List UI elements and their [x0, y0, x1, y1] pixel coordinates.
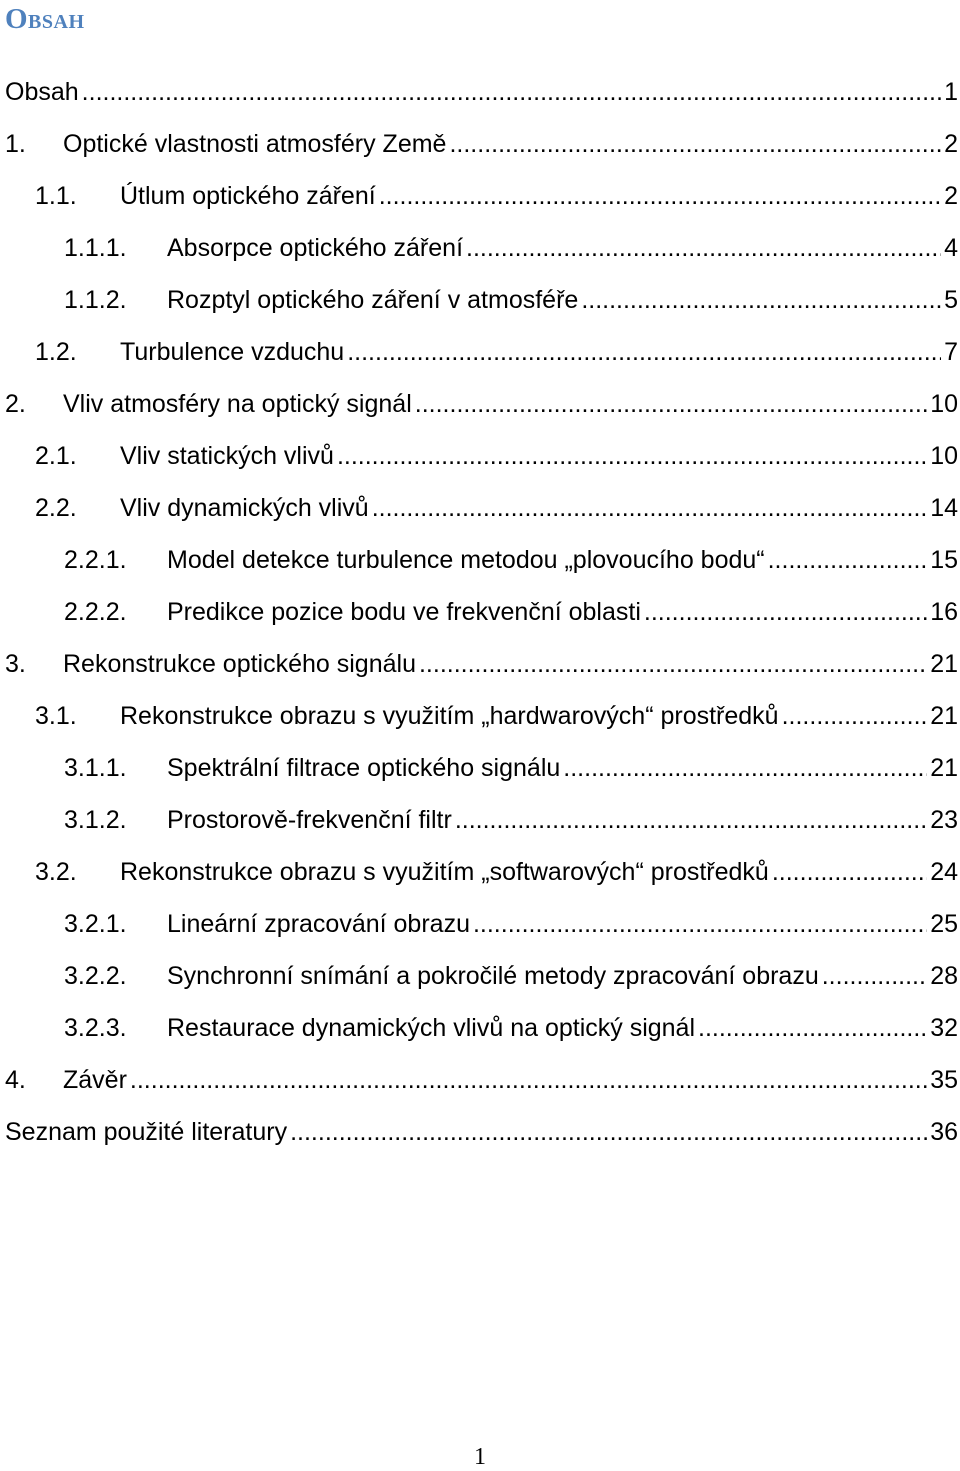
dot-leader [82, 78, 941, 107]
dot-leader [822, 962, 927, 991]
dot-leader [455, 806, 927, 835]
dot-leader [449, 130, 941, 159]
toc-entry-title: Rekonstrukce optického signálu [63, 649, 416, 678]
toc-entry[interactable] [0, 794, 960, 846]
dot-leader [772, 858, 927, 887]
toc-entry-title: Vliv dynamických vlivů [120, 493, 369, 522]
dot-leader [415, 390, 927, 419]
dot-leader [419, 650, 927, 679]
toc-entry-page: 32 [930, 1013, 958, 1042]
toc-entry-page: 16 [930, 597, 958, 626]
dot-leader [347, 338, 941, 367]
toc-entry-title: Útlum optického záření [120, 181, 376, 210]
toc-entry[interactable] [0, 274, 960, 326]
toc-entry-number: 2.1. [35, 441, 77, 470]
toc-entry[interactable] [0, 430, 960, 482]
toc-entry[interactable] [0, 1106, 960, 1158]
toc-entry-page: 36 [930, 1117, 958, 1146]
toc-entry-number: 2.2.1. [64, 545, 127, 574]
toc-entry[interactable] [0, 638, 960, 690]
toc-entry-page: 7 [944, 337, 958, 366]
toc-entry-page: 2 [944, 129, 958, 158]
toc-entry-title: Závěr [63, 1065, 127, 1094]
toc-entry-number: 3.2.1. [64, 909, 127, 938]
toc-entry-page: 10 [930, 441, 958, 470]
toc-entry-title: Seznam použité literatury [5, 1117, 288, 1146]
toc-entry-number: 1.1.2. [64, 285, 127, 314]
dot-leader [581, 286, 941, 315]
toc-entry-title: Model detekce turbulence metodou „plovoucího bodu“ [167, 545, 765, 574]
toc-entry-title: Restaurace dynamických vlivů na optický signál [167, 1013, 696, 1042]
toc-entry-number: 3.1. [35, 701, 77, 730]
toc-entry[interactable] [0, 66, 960, 118]
toc-entry[interactable] [0, 170, 960, 222]
toc-entry-number: 3.1.1. [64, 753, 127, 782]
toc-entry[interactable] [0, 534, 960, 586]
toc-entry[interactable] [0, 950, 960, 1002]
toc-entry[interactable] [0, 1002, 960, 1054]
dot-leader [130, 1066, 927, 1095]
toc-entry-number: 2.2. [35, 493, 77, 522]
toc-entry-title: Synchronní snímání a pokročilé metody zpracování obrazu [167, 961, 819, 990]
dot-leader [473, 910, 927, 939]
toc-entry-page: 21 [930, 753, 958, 782]
toc-entry-page: 1 [944, 77, 958, 106]
dot-leader [782, 702, 928, 731]
toc-entry-title: Rozptyl optického záření v atmosféře [167, 285, 579, 314]
toc-heading: Obsah [5, 3, 85, 35]
toc-entry-page: 10 [930, 389, 958, 418]
page-number: 1 [474, 1444, 486, 1470]
toc-entry-number: 3.2. [35, 857, 77, 886]
toc-entry-page: 23 [930, 805, 958, 834]
toc-entry-title: Lineární zpracování obrazu [167, 909, 470, 938]
toc-entry-title: Predikce pozice bodu ve frekvenční oblasti [167, 597, 641, 626]
toc-entry-number: 3.1.2. [64, 805, 127, 834]
toc-entry-number: 1.1.1. [64, 233, 127, 262]
dot-leader [466, 234, 941, 263]
toc-entry-number: 4. [5, 1065, 26, 1094]
toc-entry-number: 3. [5, 649, 26, 678]
toc-entry-title: Spektrální filtrace optického signálu [167, 753, 561, 782]
toc-entry-page: 28 [930, 961, 958, 990]
dot-leader [563, 754, 927, 783]
toc-entry-title: Turbulence vzduchu [120, 337, 345, 366]
toc-entry-page: 15 [930, 545, 958, 574]
dot-leader [290, 1118, 927, 1147]
toc-entry[interactable] [0, 118, 960, 170]
toc-entry-title: Rekonstrukce obrazu s využitím „hardwarových“ prostředků [120, 701, 779, 730]
toc-entry-title: Obsah [5, 77, 79, 106]
toc-entry-title: Optické vlastnosti atmosféry Země [63, 129, 447, 158]
dot-leader [379, 182, 941, 211]
toc-entry[interactable] [0, 378, 960, 430]
dot-leader [698, 1014, 927, 1043]
toc-entry-title: Rekonstrukce obrazu s využitím „softwarových“ prostředků [120, 857, 769, 886]
toc-entry-number: 1. [5, 129, 26, 158]
table-of-contents [0, 66, 960, 1158]
toc-entry[interactable] [0, 742, 960, 794]
toc-entry[interactable] [0, 482, 960, 534]
dot-leader [644, 598, 927, 627]
toc-entry-number: 1.1. [35, 181, 77, 210]
toc-entry-page: 35 [930, 1065, 958, 1094]
dot-leader [372, 494, 928, 523]
toc-entry-page: 14 [930, 493, 958, 522]
toc-entry-number: 3.2.3. [64, 1013, 127, 1042]
toc-entry-number: 2.2.2. [64, 597, 127, 626]
toc-entry-page: 2 [944, 181, 958, 210]
toc-entry-page: 21 [930, 701, 958, 730]
toc-entry-page: 4 [944, 233, 958, 262]
dot-leader [337, 442, 927, 471]
toc-entry-title: Prostorově-frekvenční filtr [167, 805, 452, 834]
toc-entry-page: 5 [944, 285, 958, 314]
toc-entry-page: 25 [930, 909, 958, 938]
toc-entry[interactable] [0, 1054, 960, 1106]
toc-entry-title: Vliv atmosféry na optický signál [63, 389, 412, 418]
toc-entry-page: 21 [930, 649, 958, 678]
toc-entry-page: 24 [930, 857, 958, 886]
toc-entry-number: 3.2.2. [64, 961, 127, 990]
toc-entry[interactable] [0, 326, 960, 378]
toc-entry-title: Vliv statických vlivů [120, 441, 334, 470]
toc-entry[interactable] [0, 898, 960, 950]
dot-leader [768, 546, 928, 575]
toc-entry[interactable] [0, 222, 960, 274]
toc-entry-number: 2. [5, 389, 26, 418]
toc-entry[interactable] [0, 846, 960, 898]
toc-entry-number: 1.2. [35, 337, 77, 366]
toc-entry[interactable] [0, 586, 960, 638]
toc-entry[interactable] [0, 690, 960, 742]
toc-entry-title: Absorpce optického záření [167, 233, 464, 262]
